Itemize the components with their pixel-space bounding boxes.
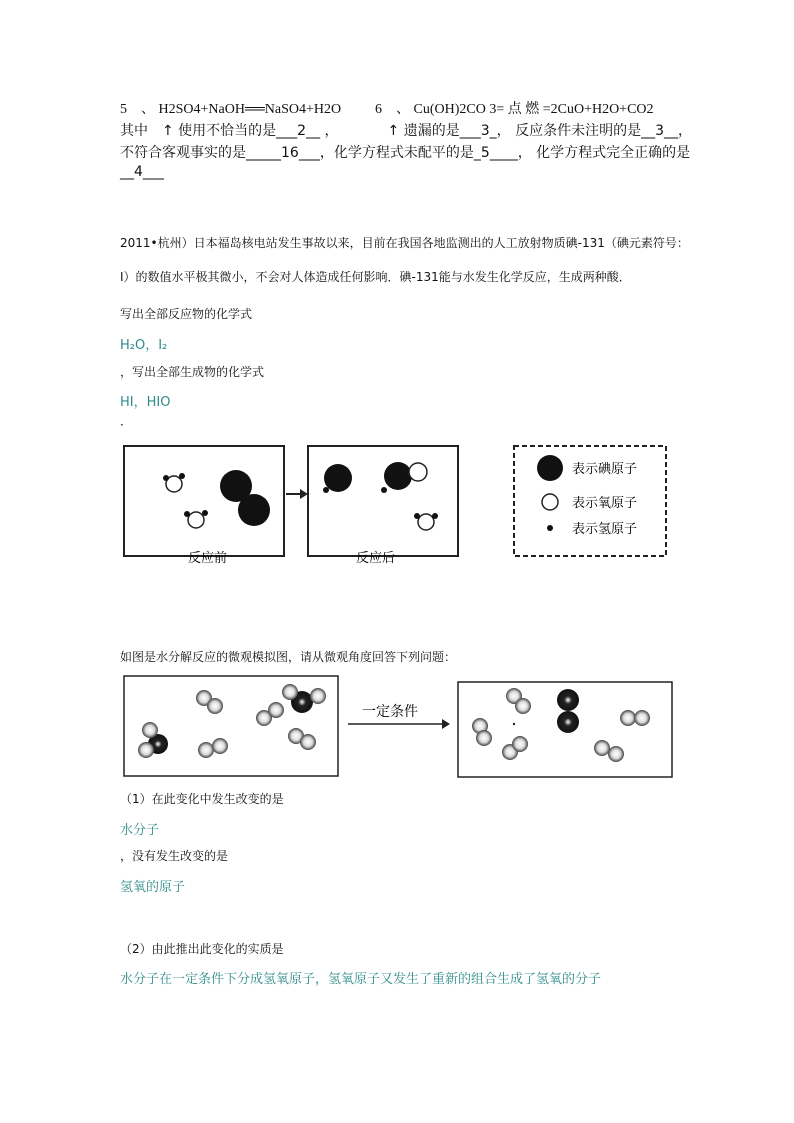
q5-answer-line-3: __4___: [120, 164, 164, 180]
water-intro: 如图是水分解反应的微观模拟图，请从微观角度回答下列问题：: [120, 650, 457, 664]
label-after: 反应后: [356, 551, 396, 566]
iodine-trailing-dot: ．: [120, 414, 133, 428]
q5-answer-line-1: 其中 ↑ 使用不恰当的是___2__ ， ↑ 遗漏的是___3_， 反应条件未注明的是__3__，: [120, 123, 692, 139]
iodine-prompt-reactants: 写出全部反应物的化学式: [120, 307, 253, 321]
legend-iodine-label: 表示碘原子: [572, 462, 638, 477]
iodine-answer-reactants: H₂O，I₂: [120, 338, 168, 353]
water-prompt-essence: （2）由此推出此变化的实质是: [120, 942, 284, 956]
water-prompt-changed: （1）在此变化中发生改变的是: [120, 792, 284, 806]
iodine-atom-icon: [537, 455, 563, 481]
equation-5: 5 、 H2SO4+NaOH══NaSO4+H2O: [120, 102, 342, 117]
iodine-prompt-products: ，写出全部生成物的化学式: [120, 365, 265, 379]
iodine-answer-products: HI，HIO: [120, 395, 171, 410]
water-decomposition-diagram: [120, 672, 675, 780]
water-answer-changed: 水分子: [120, 823, 160, 838]
oxygen-atom-icon: [542, 494, 558, 510]
water-prompt-unchanged: ，没有发生改变的是: [120, 849, 229, 863]
legend-hydrogen-label: 表示氢原子: [572, 522, 638, 537]
water-answer-essence: 水分子在一定条件下分成氢氧原子，氢氧原子又发生了重新的组合生成了氢氧的分子: [120, 972, 602, 987]
equation-6: 6 、 Cu(OH)2CO 3= 点 燃 =2CuO+H2O+CO2: [375, 102, 654, 117]
q5-answer-line-2: 不符合客观事实的是_____16___，化学方程式未配平的是_5____， 化学方程式完全正确的是: [120, 145, 691, 161]
arrow-icon: [300, 489, 308, 499]
water-answer-unchanged: 氢氧的原子: [120, 880, 186, 895]
after-box: [308, 446, 458, 556]
q5-equation-line: [120, 98, 680, 118]
iodine-intro-2: I）的数值水平极其微小，不会对人体造成任何影响．碘-131能与水发生化学反应，生成两种酸．: [120, 270, 631, 284]
legend-oxygen-label: 表示氧原子: [572, 496, 638, 511]
iodine-reaction-diagram: [120, 440, 675, 570]
iodine-intro-1: 2011•杭州）日本福岛核电站发生事故以来，目前在我国各地监测出的人工放射物质碘-131（碘元素符号：: [120, 236, 689, 250]
arrow-label: 一定条件: [362, 704, 418, 720]
label-before: 反应前: [188, 551, 228, 566]
hydrogen-atom-icon: [547, 525, 553, 531]
arrow-icon: [442, 719, 450, 729]
